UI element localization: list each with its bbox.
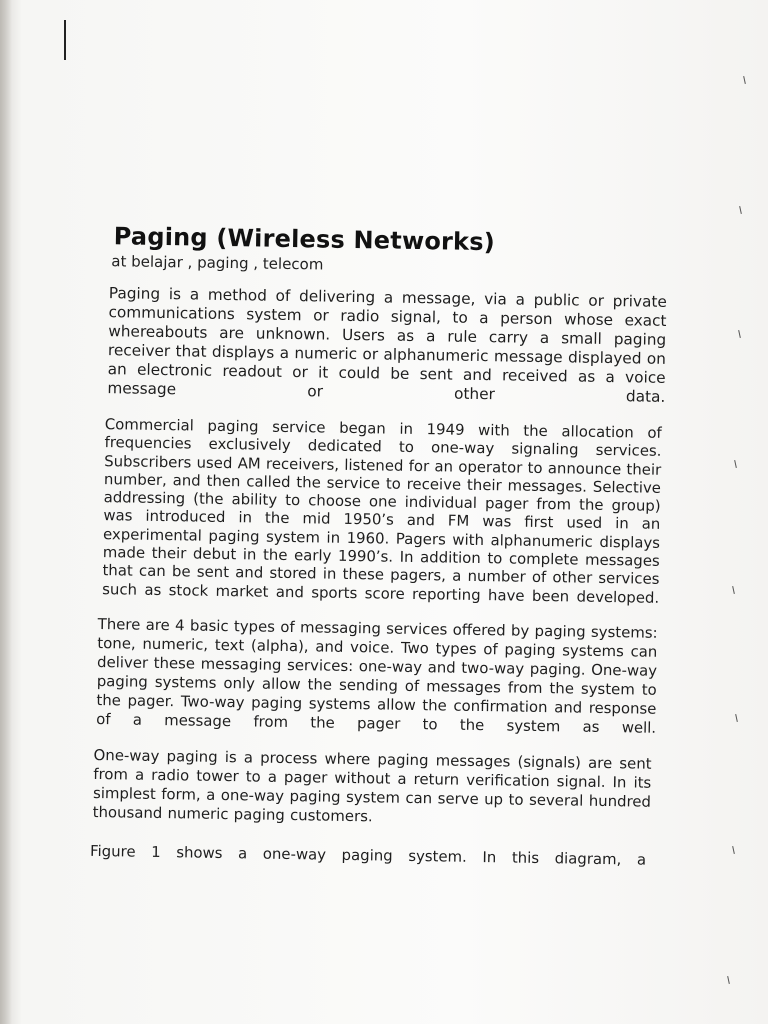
document-body [90, 222, 670, 887]
margin-tick [732, 846, 735, 854]
margin-tick [727, 976, 730, 984]
paragraph: Figure 1 shows a one-way paging system. In this diagram, a [89, 841, 647, 869]
paragraph: Commercial paging service began in 1949 with the allocation of frequencies exclusively dedicated to one-way signaling services. Subscribers used AM receivers, listened for an operator to announce their number, and then called the service to receive their messages. Selective addressing (the ability to choose one individual pager from the group) was introduced in the mid 1950’s and FM was first used in an experimental paging system in 1960. Pagers with alphanumeric displays made their debut in the early 1990’s. In addition to complete messages that can be sent and stored in these pagers, a number of other services such as stock market and sports score reporting have been developed. [102, 415, 662, 607]
margin-tick [732, 586, 735, 594]
document-tags: at belajar , paging , telecom [111, 252, 324, 274]
margin-tick [734, 460, 737, 468]
margin-tick [738, 330, 741, 338]
page-edge-shadow [0, 0, 12, 1024]
paragraph: There are 4 basic types of messaging services offered by paging systems: tone, numeric, text (alpha), and voice. Two types of paging systems can deliver these messaging services: one-way and two-way paging. One-way paging systems only allow the sending of messages from the system to the pager. Two-way paging systems allow the confirmation and response of a message from the pager to the system as well. [96, 614, 658, 737]
margin-tick [743, 76, 746, 84]
paragraph: Paging is a method of delivering a message, via a public or private communications system or radio signal, to a person whose exact whereabouts are unknown. Users as a rule carry a small paging receiver that displays a numeric or alphanumeric message displayed on an electronic readout or it could be sent and received as a voice message or other data. [107, 284, 667, 406]
margin-tick [739, 206, 742, 214]
pen-mark [64, 20, 66, 60]
margin-tick [735, 714, 738, 722]
paragraph: One-way paging is a process where paging messages (signals) are sent from a radio tower to a pager without a return verification signal. In its simplest form, a one-way paging system can serve up to several hundred thousand numeric paging customers. [92, 745, 652, 826]
document-title: Paging (Wireless Networks) [113, 222, 496, 257]
